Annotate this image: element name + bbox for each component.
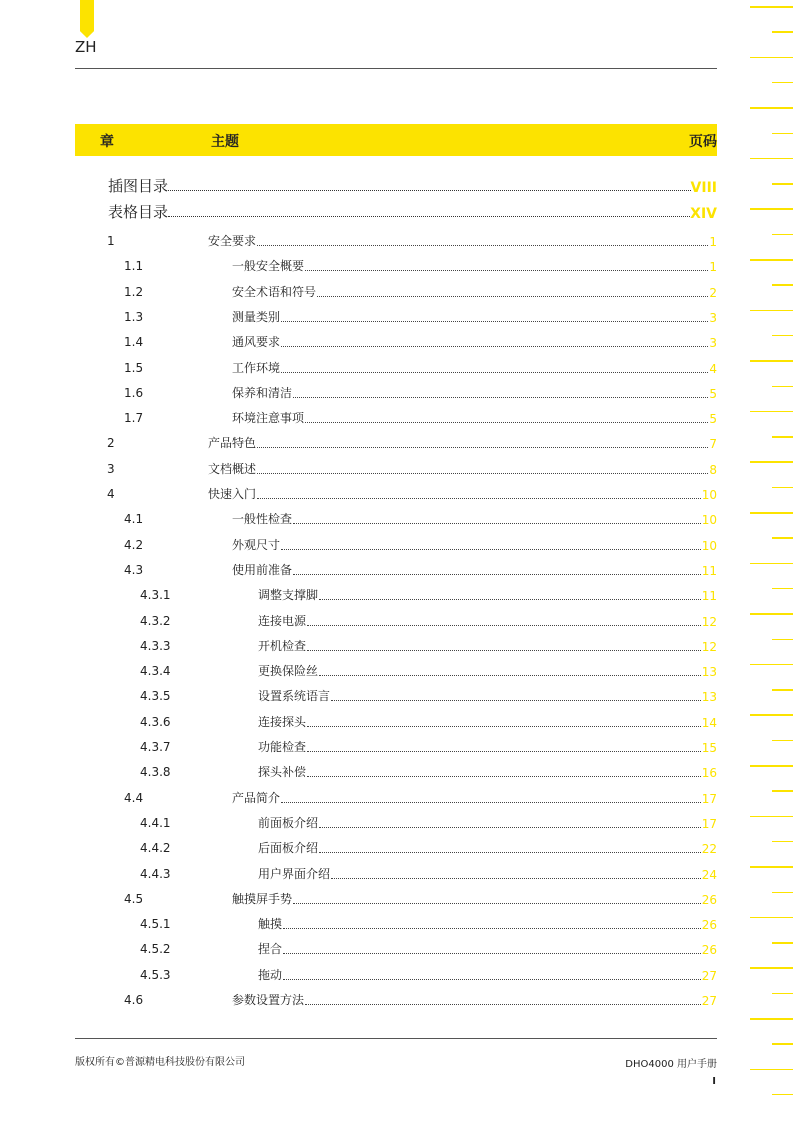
strip-line — [772, 183, 793, 185]
strip-line — [772, 639, 793, 641]
toc-entry-line — [232, 358, 717, 378]
toc-entry-title: 开机检查 — [258, 638, 307, 653]
toc-entry-number: 4 — [107, 487, 115, 501]
strip-line — [772, 790, 793, 792]
toc-leader-dots — [319, 852, 701, 853]
header-divider — [75, 68, 717, 69]
strip-line — [750, 917, 793, 919]
toc-entry-line — [232, 408, 717, 428]
toc-entry-line — [258, 712, 717, 732]
toc-leader-dots — [281, 321, 708, 322]
toc-entry-title: 设置系统语言 — [258, 689, 331, 704]
toc-entry[interactable] — [75, 712, 717, 732]
toc-entry[interactable] — [75, 307, 717, 327]
toc-entry-page: 11 — [701, 563, 717, 578]
toc-entry-line — [258, 838, 717, 858]
toc-entry-line — [232, 889, 717, 909]
toc-leader-dots — [257, 245, 708, 246]
toc-entry[interactable] — [75, 813, 717, 833]
strip-line — [750, 664, 793, 666]
toc-entry-title: 连接探头 — [258, 714, 307, 729]
toc-front-entry-page: XIV — [690, 206, 717, 222]
toc-entry-page: 3 — [709, 310, 717, 325]
strip-line — [772, 436, 793, 438]
toc-entry-line — [258, 762, 717, 782]
toc-leader-dots — [319, 827, 701, 828]
toc-entry-line — [208, 231, 717, 251]
toc-leader-dots — [281, 346, 708, 347]
strip-line — [772, 993, 793, 995]
strip-line — [772, 82, 793, 84]
toc-entry-title: 保养和清洁 — [232, 385, 293, 400]
toc-entry-page: 1 — [709, 235, 717, 249]
toc-entry[interactable] — [75, 965, 717, 985]
toc-leader-dots — [293, 574, 701, 575]
toc-entry-number: 4.5 — [124, 891, 144, 906]
toc-leader-dots — [281, 549, 701, 550]
toc-leader-dots — [319, 675, 701, 676]
toc-entry-number: 1.4 — [124, 335, 144, 350]
toc-front-entry[interactable] — [108, 172, 717, 196]
toc-leader-dots — [307, 776, 701, 777]
toc-entry[interactable] — [75, 889, 717, 909]
toc-entry-number: 4.4 — [124, 790, 144, 805]
toc-entry-line — [232, 307, 717, 327]
strip-line — [772, 537, 793, 539]
strip-line — [750, 866, 793, 868]
toc-entry[interactable] — [75, 864, 717, 884]
toc-entry[interactable] — [75, 332, 717, 352]
toc-entry-title: 安全术语和符号 — [232, 284, 317, 299]
strip-line — [772, 841, 793, 843]
strip-line — [772, 234, 793, 236]
strip-line — [772, 31, 793, 33]
toc-entry-title: 产品简介 — [232, 790, 281, 805]
toc-leader-dots — [317, 296, 708, 297]
toc-entry-title: 产品特色 — [208, 436, 257, 451]
toc-entry[interactable] — [75, 762, 717, 782]
toc-entry-title: 一般安全概要 — [232, 259, 305, 274]
toc-entry-number: 1.7 — [124, 411, 144, 426]
language-label: ZH — [75, 38, 97, 56]
toc-entry-number: 4.6 — [124, 993, 144, 1007]
toc-entry-page: 26 — [701, 943, 717, 958]
toc-leader-dots — [307, 650, 701, 651]
toc-entry-title: 环境注意事项 — [232, 411, 305, 426]
toc-entry-title: 外观尺寸 — [232, 537, 281, 552]
toc-entry-page: 3 — [709, 336, 717, 351]
strip-line — [750, 6, 793, 8]
toc-entry-page: 27 — [701, 968, 717, 983]
toc-entry-page: 15 — [701, 741, 717, 755]
toc-entry-line — [258, 965, 717, 985]
toc-entry[interactable] — [75, 661, 717, 681]
toc-entry[interactable] — [75, 939, 717, 959]
strip-line — [772, 386, 793, 388]
toc-entry-number: 4.4.2 — [140, 841, 171, 856]
toc-entry-line — [232, 383, 717, 403]
strip-line — [750, 360, 793, 362]
toc-entry[interactable] — [75, 231, 717, 251]
toc-front-entry-title: 插图目录 — [108, 177, 169, 195]
toc-entry-number: 4.3.6 — [140, 714, 171, 729]
toc-header-topic: 主题 — [211, 134, 239, 150]
toc-entry-title: 文档概述 — [208, 461, 257, 476]
header-tab-mark — [80, 0, 94, 38]
toc-leader-dots — [168, 194, 690, 217]
toc-header-bar — [75, 124, 717, 156]
strip-line — [750, 461, 793, 463]
toc-entry-title: 工作环境 — [232, 360, 281, 375]
toc-entry-page: 5 — [709, 386, 717, 401]
toc-entry-line — [258, 661, 717, 681]
toc-entry[interactable] — [75, 484, 717, 504]
toc-entry-page: 14 — [701, 715, 717, 730]
toc-entry-number: 1.2 — [124, 284, 144, 299]
toc-entry-page: 17 — [701, 791, 717, 806]
toc-entry-number: 4.3.7 — [140, 740, 171, 754]
strip-line — [750, 1069, 793, 1071]
toc-entry-line — [258, 864, 717, 884]
toc-entry-line — [258, 813, 717, 833]
strip-line — [750, 259, 793, 261]
toc-entry-title: 探头补偿 — [258, 765, 307, 780]
strip-line — [772, 1043, 793, 1045]
toc-entry-page: 10 — [701, 513, 717, 528]
toc-entry-page: 26 — [701, 918, 717, 933]
toc-leader-dots — [305, 422, 708, 423]
strip-line — [772, 335, 793, 337]
toc-entry-number: 4.3.8 — [140, 765, 171, 780]
toc-leader-dots — [283, 928, 701, 929]
toc-entry-line — [232, 535, 717, 555]
strip-line — [772, 133, 793, 135]
toc-entry-line — [258, 585, 717, 605]
toc-entry-title: 测量类别 — [232, 309, 281, 324]
toc-entry-page: 11 — [701, 589, 717, 604]
toc-entry-title: 后面板介绍 — [258, 841, 319, 856]
toc-entry-number: 4.4.1 — [140, 815, 171, 830]
toc-entry-page: 27 — [701, 994, 717, 1008]
toc-entry-number: 1.1 — [124, 259, 144, 274]
toc-entry-title: 参数设置方法 — [232, 993, 305, 1007]
strip-line — [772, 588, 793, 590]
toc-entry-line — [208, 484, 717, 504]
toc-leader-dots — [293, 523, 701, 524]
toc-entry-page: 22 — [701, 842, 717, 857]
toc-entry-number: 4.2 — [124, 537, 144, 552]
toc-entry-title: 快速入门 — [208, 487, 257, 501]
toc-entry[interactable] — [75, 256, 717, 276]
toc-entry-number: 3 — [107, 461, 115, 476]
toc-entry-title: 功能检查 — [258, 740, 307, 754]
toc-entry[interactable] — [75, 433, 717, 453]
toc-leader-dots — [293, 397, 708, 398]
toc-entry[interactable] — [75, 383, 717, 403]
toc-entry-title: 连接电源 — [258, 613, 307, 628]
toc-leader-dots — [281, 802, 701, 803]
footer-divider — [75, 1038, 717, 1039]
toc-entry-page: 17 — [701, 816, 717, 831]
toc-leader-dots — [283, 953, 701, 954]
strip-line — [750, 411, 793, 413]
toc-entry-line — [232, 990, 717, 1010]
toc-entry-page: 10 — [701, 488, 717, 502]
strip-line — [750, 816, 793, 818]
toc-entry-number: 1.5 — [124, 360, 144, 375]
toc-entry-number: 4.5.3 — [140, 967, 171, 982]
strip-line — [772, 487, 793, 489]
toc-entry-number: 4.5.2 — [140, 942, 171, 957]
toc-front-entry-title: 表格目录 — [108, 203, 169, 221]
toc-entry-title: 触摸屏手势 — [232, 891, 293, 906]
toc-entry-number: 4.3.3 — [140, 638, 171, 653]
toc-entry[interactable] — [75, 990, 717, 1010]
toc-entry-line — [232, 256, 717, 276]
toc-entry-title: 用户界面介绍 — [258, 866, 331, 881]
toc-entry[interactable] — [75, 358, 717, 378]
toc-entry-line — [232, 282, 717, 302]
toc-entry-page: 8 — [709, 462, 717, 477]
toc-entry-title: 捏合 — [258, 942, 283, 957]
toc-entry-page: 12 — [701, 614, 717, 629]
toc-entry-line — [208, 459, 717, 479]
toc-entry-title: 前面板介绍 — [258, 815, 319, 830]
footer-copyright: 版权所有©普源精电科技股份有限公司 — [75, 1057, 245, 1068]
strip-line — [750, 563, 793, 565]
toc-entry[interactable] — [75, 282, 717, 302]
toc-entry-number: 4.5.1 — [140, 917, 171, 932]
strip-line — [750, 57, 793, 59]
strip-line — [772, 740, 793, 742]
toc-entry-number: 4.4.3 — [140, 866, 171, 881]
toc-leader-dots — [281, 372, 708, 373]
toc-entry-page: 2 — [709, 285, 717, 300]
toc-entry-title: 触摸 — [258, 917, 283, 932]
toc-entry-number: 4.3.4 — [140, 664, 171, 679]
toc-entry-line — [208, 433, 717, 453]
toc-entry-line — [232, 560, 717, 580]
strip-line — [750, 512, 793, 514]
toc-entry-page: 24 — [701, 867, 717, 882]
toc-entry[interactable] — [75, 788, 717, 808]
toc-entry-number: 2 — [107, 436, 115, 451]
strip-line — [750, 107, 793, 109]
toc-entry[interactable] — [75, 914, 717, 934]
toc-leader-dots — [305, 270, 708, 271]
toc-entry-number: 4.3 — [124, 562, 144, 577]
strip-line — [750, 613, 793, 615]
toc-entry-title: 安全要求 — [208, 234, 257, 248]
toc-header-chapter: 章 — [100, 134, 114, 150]
strip-line — [772, 1094, 793, 1096]
strip-line — [750, 714, 793, 716]
toc-entry[interactable] — [75, 509, 717, 529]
toc-entry[interactable] — [75, 686, 717, 706]
toc-entry-page: 5 — [709, 412, 717, 427]
toc-entry[interactable] — [75, 535, 717, 555]
toc-entry-title: 通风要求 — [232, 335, 281, 350]
toc-entry-number: 4.3.1 — [140, 588, 171, 603]
toc-leader-dots — [293, 903, 701, 904]
toc-entry-number: 1.3 — [124, 309, 144, 324]
toc-entry-title: 使用前准备 — [232, 562, 293, 577]
toc-front-entry[interactable] — [108, 198, 717, 222]
strip-line — [750, 967, 793, 969]
strip-line — [772, 284, 793, 286]
toc-entry-line — [258, 914, 717, 934]
toc-leader-dots — [305, 1004, 701, 1005]
toc-leader-dots — [283, 979, 701, 980]
toc-leader-dots — [307, 726, 701, 727]
strip-line — [750, 158, 793, 160]
toc-entry[interactable] — [75, 560, 717, 580]
toc-entry-page: 10 — [701, 538, 717, 553]
toc-entry-number: 1 — [107, 234, 115, 248]
toc-entry-number: 1.6 — [124, 385, 144, 400]
toc-leader-dots — [257, 447, 708, 448]
toc-entry-title: 更换保险丝 — [258, 664, 319, 679]
toc-entry-line — [258, 611, 717, 631]
strip-line — [772, 942, 793, 944]
strip-line — [750, 765, 793, 767]
toc-entry-line — [232, 509, 717, 529]
toc-entry-line — [258, 686, 717, 706]
toc-entry[interactable] — [75, 737, 717, 757]
toc-entry-number: 4.3.5 — [140, 689, 171, 704]
toc-entry[interactable] — [75, 459, 717, 479]
toc-entry-title: 调整支撑脚 — [258, 588, 319, 603]
toc-entry-page: 12 — [701, 639, 717, 654]
footer-page-number: I — [712, 1076, 716, 1087]
toc-leader-dots — [331, 878, 701, 879]
toc-leader-dots — [257, 473, 708, 474]
toc-entry-page: 1 — [709, 260, 717, 275]
toc-entry-number: 4.1 — [124, 512, 144, 527]
toc-entry-line — [232, 332, 717, 352]
toc-entry-line — [258, 737, 717, 757]
toc-entry-number: 4.3.2 — [140, 613, 171, 628]
toc-entry-line — [258, 636, 717, 656]
toc-front-entry-page: VIII — [690, 180, 717, 196]
toc-entry-title: 一般性检查 — [232, 512, 293, 527]
toc-entry-page: 16 — [701, 766, 717, 781]
toc-leader-dots — [319, 599, 701, 600]
decorative-side-strip — [744, 0, 793, 1122]
toc-entry[interactable] — [75, 838, 717, 858]
toc-entry[interactable] — [75, 585, 717, 605]
toc-leader-dots — [331, 700, 701, 701]
toc-leader-dots — [307, 751, 701, 752]
toc-entry-page: 7 — [709, 437, 717, 452]
strip-line — [772, 892, 793, 894]
toc-entry[interactable] — [75, 636, 717, 656]
toc-entry-page: 4 — [709, 361, 717, 376]
strip-line — [772, 689, 793, 691]
toc-header-page: 页码 — [689, 134, 717, 150]
toc-leader-dots — [168, 168, 691, 191]
toc-entry-line — [258, 939, 717, 959]
strip-line — [750, 1018, 793, 1020]
toc-leader-dots — [307, 625, 701, 626]
toc-entry[interactable] — [75, 408, 717, 428]
toc-entry-page: 13 — [701, 665, 717, 680]
toc-leader-dots — [257, 498, 701, 499]
toc-entry-line — [232, 788, 717, 808]
strip-line — [750, 208, 793, 210]
toc-entry-title: 拖动 — [258, 967, 283, 982]
strip-line — [750, 310, 793, 312]
toc-entry-page: 13 — [701, 690, 717, 705]
toc-entry[interactable] — [75, 611, 717, 631]
toc-entry-page: 26 — [701, 892, 717, 907]
footer-manual-title: DHO4000 用户手册 — [625, 1059, 717, 1070]
